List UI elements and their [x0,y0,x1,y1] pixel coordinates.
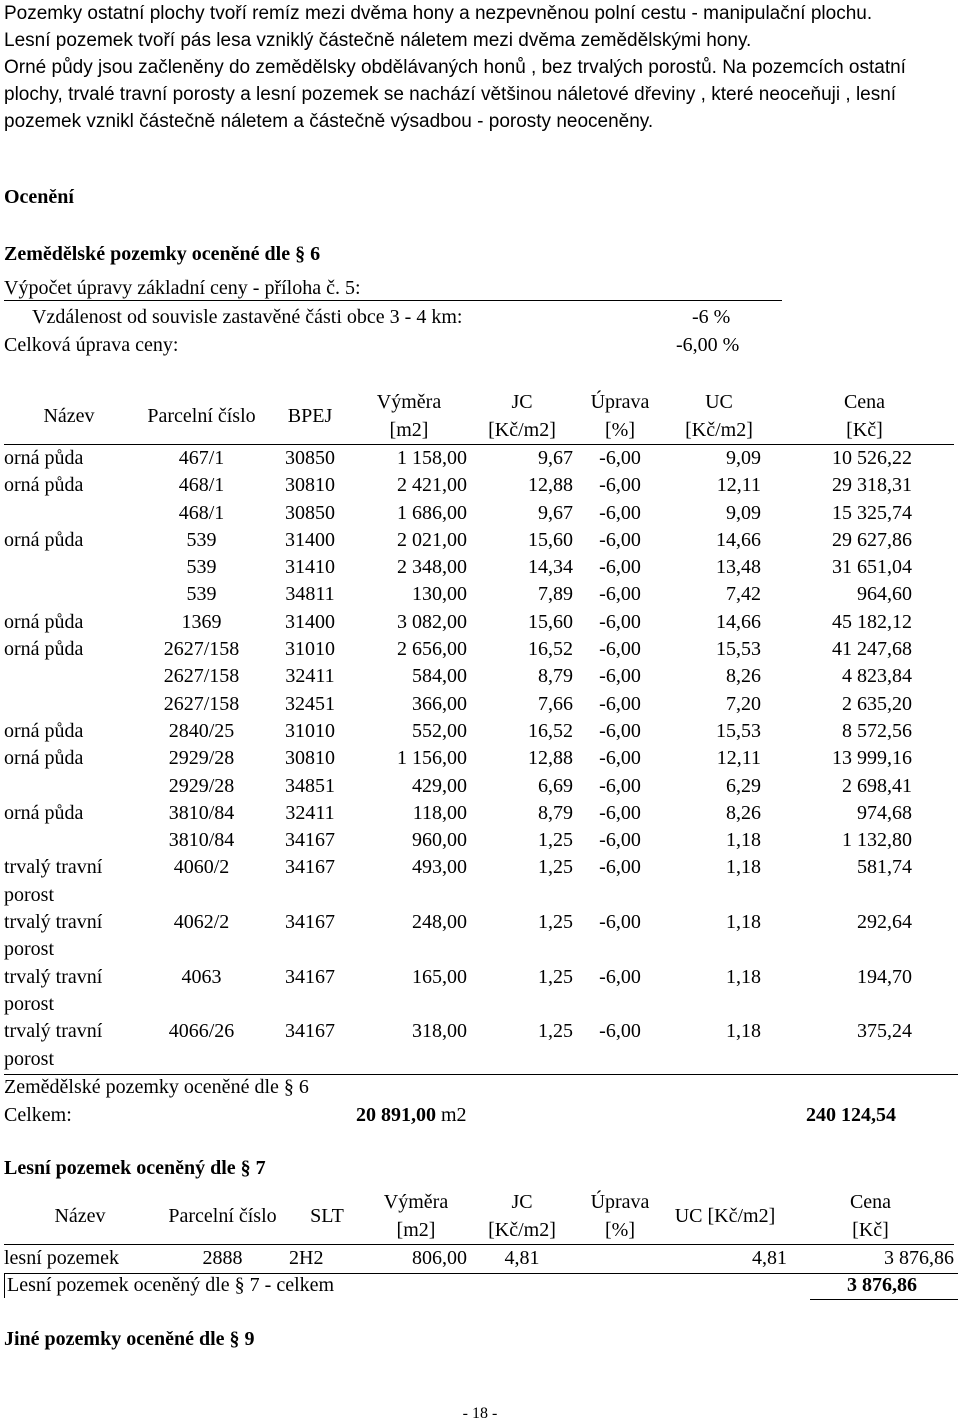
cell-uprava: -6,00 [599,911,641,934]
table-row [4,527,954,554]
cell-uprava: -6,00 [599,447,641,469]
table-row [4,554,954,581]
cell-uc: 15,53 [716,638,761,661]
header-nazev: Název [43,405,95,427]
cell-cena: 45 182,12 [832,610,912,633]
cell-bpej: 31410 [285,556,335,579]
cell-parcelni: 539 [186,583,217,606]
vzdalenost-value: -6 % [692,306,731,328]
table-row [4,909,954,964]
cell-uc: 7,20 [726,692,761,715]
cell-bpej: 30810 [285,474,335,497]
divider [810,1299,958,1300]
cell-uc: 12,11 [716,474,761,497]
table-row [4,636,954,663]
cell-jc: 6,69 [538,774,573,797]
celkem-area: 20 891,00 m2 [356,1104,467,1126]
cell-bpej: 34851 [285,774,335,797]
cell-uprava: -6,00 [599,774,641,797]
zem-summary-label: Zemědělské pozemky oceněné dle § 6 [4,1076,309,1098]
celkova-label: Celková úprava ceny: [4,334,179,356]
cell-cena: 292,64 [857,911,912,934]
cell-uc: 1,18 [726,856,761,879]
cell-jc: 9,67 [538,501,573,524]
cell-cena: 2 635,20 [842,692,912,715]
cell-cena: 31 651,04 [832,556,912,579]
table-row [4,773,954,800]
cell-uprava: -6,00 [599,474,641,497]
table-header-row [4,1188,954,1245]
cell-parcelni: 2888 [202,1247,243,1269]
cell-slt: 2H2 [289,1247,324,1269]
cell-uprava: -6,00 [599,1020,641,1043]
section-title-zemedelske: Zemědělské pozemky oceněné dle § 6 [4,243,321,265]
table-row [4,472,954,499]
vypocet-label: Výpočet úpravy základní ceny - příloha č. 5: [4,277,361,299]
cell-cena: 974,68 [857,801,912,824]
table-row [4,581,954,608]
cell-parcelni: 2627/158 [163,638,240,661]
lesni-table [4,1188,954,1272]
cell-jc: 12,88 [528,747,573,770]
cell-uc: 1,18 [726,911,761,934]
cell-vymera: 493,00 [412,856,467,879]
cell-nazev: trvalý travní porost [4,856,103,906]
cell-bpej: 32411 [285,801,335,824]
cell-nazev: orná půda [4,474,84,497]
header-bpej: BPEJ [287,405,333,427]
cell-bpej: 34167 [285,911,335,934]
cell-parcelni: 468/1 [178,474,225,497]
cell-parcelni: 468/1 [178,501,225,524]
table-row [4,745,954,772]
cell-uprava: -6,00 [599,528,641,551]
cell-jc: 1,25 [538,911,573,934]
cell-uc: 15,53 [716,719,761,742]
header-jc: JC [Kč/m2] [488,391,556,441]
cell-vymera: 130,00 [412,583,467,606]
table-row [4,827,954,854]
cell-vymera: 806,00 [412,1247,467,1269]
cell-nazev: orná půda [4,719,84,742]
cell-uc: 13,48 [716,556,761,579]
cell-uprava: -6,00 [599,665,641,688]
cell-uc: 7,42 [726,583,761,606]
cell-bpej: 34167 [285,965,335,988]
cell-uc: 14,66 [716,610,761,633]
cell-cena: 29 318,31 [832,474,912,497]
cell-parcelni: 539 [186,528,217,551]
cell-parcelni: 2929/28 [168,747,235,770]
cell-vymera: 366,00 [412,692,467,715]
cell-uprava: -6,00 [599,829,641,852]
cell-cena: 964,60 [857,583,912,606]
cell-parcelni: 3810/84 [168,801,235,824]
cell-nazev [4,554,134,581]
cell-uprava: -6,00 [599,719,641,742]
cell-cena: 41 247,68 [832,638,912,661]
header-cena: Cena [Kč] [843,391,886,441]
intro-paragraph: Lesní pozemek tvoří pás lesa vzniklý částečně náletem mezi dvěma zemědělskými hony. [4,30,752,51]
cell-uc: 1,18 [726,829,761,852]
cell-jc: 15,60 [528,528,573,551]
cell-jc: 9,67 [538,447,573,469]
header-parcelni: Parcelní číslo [147,405,256,427]
intro-text [4,0,952,135]
cell-uc: 12,11 [716,747,761,770]
table-row [4,663,954,690]
cell-cena: 581,74 [857,856,912,879]
header-cena: Cena [Kč] [849,1191,892,1241]
cell-parcelni: 2929/28 [168,774,235,797]
divider [4,1274,5,1298]
table-row [4,1018,954,1073]
cell-uc: 1,18 [726,965,761,988]
celkem-label: Celkem: [4,1104,72,1126]
vzdalenost-label: Vzdálenost od souvisle zastavěné části obce 3 - 4 km: [32,306,463,328]
cell-nazev [4,691,134,718]
cell-uprava: -6,00 [599,556,641,579]
cell-uc: 9,09 [726,447,761,469]
cell-uprava: -6,00 [599,638,641,661]
divider [4,300,782,301]
zemedelske-table [4,388,954,1073]
header-nazev: Název [54,1205,106,1227]
cell-uc: 1,18 [726,1020,761,1043]
cell-vymera: 429,00 [412,774,467,797]
cell-nazev: trvalý travní porost [4,965,103,1015]
cell-vymera: 3 082,00 [397,610,467,633]
cell-cena: 13 999,16 [832,747,912,770]
cell-bpej: 31010 [285,719,335,742]
celkova-value: -6,00 % [676,334,740,356]
cell-parcelni: 4063 [181,965,222,988]
cell-vymera: 1 156,00 [397,747,467,770]
cell-uc: 14,66 [716,528,761,551]
cell-bpej: 31010 [285,638,335,661]
cell-uprava: -6,00 [599,610,641,633]
cell-vymera: 552,00 [412,719,467,742]
cell-jc: 8,79 [538,801,573,824]
cell-uc: 4,81 [752,1247,787,1269]
cell-uprava: -6,00 [599,583,641,606]
cell-jc: 7,89 [538,583,573,606]
header-jc: JC [Kč/m2] [488,1191,556,1241]
cell-bpej: 30850 [285,501,335,524]
cell-nazev: lesní pozemek [4,1247,119,1269]
cell-jc: 8,79 [538,665,573,688]
header-slt: SLT [310,1205,344,1227]
cell-nazev: trvalý travní porost [4,911,103,961]
cell-jc: 1,25 [538,829,573,852]
cell-vymera: 318,00 [412,1020,467,1043]
cell-jc: 16,52 [528,638,573,661]
celkem-cena: 240 124,54 [806,1104,896,1126]
cell-parcelni: 467/1 [178,447,225,469]
cell-uprava: -6,00 [599,692,641,715]
cell-uprava [577,1245,663,1273]
cell-cena: 10 526,22 [832,447,912,469]
cell-parcelni: 2627/158 [163,665,240,688]
cell-nazev: orná půda [4,747,84,770]
cell-parcelni: 4066/26 [168,1020,235,1043]
cell-nazev: orná půda [4,528,84,551]
cell-jc: 4,81 [504,1247,540,1269]
cell-cena: 4 823,84 [842,665,912,688]
cell-bpej: 34167 [285,856,335,879]
cell-bpej: 31400 [285,610,335,633]
cell-vymera: 2 421,00 [397,474,467,497]
cell-nazev [4,827,134,854]
header-vymera: Výměra [m2] [376,391,442,441]
header-uc: UC [Kč/m2] [685,391,753,441]
cell-bpej: 30810 [285,747,335,770]
section-title-oceneni: Ocenění [4,186,74,208]
table-row [4,800,954,827]
section-title-jine: Jiné pozemky oceněné dle § 9 [4,1328,255,1350]
divider [4,1074,958,1075]
cell-jc: 16,52 [528,719,573,742]
cell-parcelni: 3810/84 [168,829,235,852]
cell-vymera: 118,00 [412,801,467,824]
table-row [4,445,954,473]
cell-vymera: 2 348,00 [397,556,467,579]
cell-vymera: 2 656,00 [397,638,467,661]
cell-uc: 9,09 [726,501,761,524]
cell-jc: 1,25 [538,856,573,879]
intro-paragraph: Orné půdy jsou začleněny do zemědělsky obdělávaných honů , bez trvalých porostů. Na pozemcích ostatní plochy, trvalé travní porosty a lesní pozemek se nachází většinou náletové dřeviny , které neoceňuji , lesní pozemek vznikl částečně náletem a částečně výsadbou - porosty neoceněny. [4,57,906,132]
cell-jc: 7,66 [538,692,573,715]
cell-bpej: 34167 [285,1020,335,1043]
header-uprava: Úprava [%] [590,1191,650,1241]
section-title-lesni: Lesní pozemek oceněný dle § 7 [4,1157,266,1179]
cell-uprava: -6,00 [599,501,641,524]
cell-jc: 1,25 [538,965,573,988]
cell-parcelni: 539 [186,556,217,579]
cell-jc: 15,60 [528,610,573,633]
cell-cena: 194,70 [857,965,912,988]
cell-nazev [4,773,134,800]
cell-vymera: 2 021,00 [397,528,467,551]
cell-nazev: trvalý travní porost [4,1020,103,1070]
cell-jc: 14,34 [528,556,573,579]
cell-bpej: 34167 [285,829,335,852]
cell-nazev: orná půda [4,638,84,661]
header-uprava: Úprava [%] [590,391,650,441]
cell-nazev: orná půda [4,801,84,824]
cell-uc: 8,26 [726,801,761,824]
cell-cena: 8 572,56 [842,719,912,742]
cell-bpej: 34811 [285,583,335,606]
cell-parcelni: 4062/2 [173,911,230,934]
cell-parcelni: 1369 [181,610,222,633]
table-row [4,500,954,527]
table-row [4,691,954,718]
cell-vymera: 1 158,00 [397,447,467,469]
cell-parcelni: 4060/2 [173,856,230,879]
cell-bpej: 32451 [285,692,335,715]
cell-nazev [4,500,134,527]
cell-uprava: -6,00 [599,965,641,988]
table-header-row [4,388,954,445]
cell-nazev: orná půda [4,447,84,469]
cell-vymera: 584,00 [412,665,467,688]
cell-vymera: 960,00 [412,829,467,852]
intro-paragraph: Pozemky ostatní plochy tvoří remíz mezi dvěma hony a nezpevněnou polní cestu - manipulační plochu. [4,3,873,24]
cell-parcelni: 2627/158 [163,692,240,715]
cell-uprava: -6,00 [599,856,641,879]
table-row [4,609,954,636]
cell-jc: 12,88 [528,474,573,497]
cell-nazev [4,663,134,690]
cell-uc: 8,26 [726,665,761,688]
cell-cena: 3 876,86 [884,1247,954,1269]
cell-cena: 29 627,86 [832,528,912,551]
page-number: - 18 - [462,1405,498,1422]
cell-cena: 15 325,74 [832,501,912,524]
table-row [4,718,954,745]
les-total-label: Lesní pozemek oceněný dle § 7 - celkem [7,1274,335,1296]
cell-cena: 2 698,41 [842,774,912,797]
cell-cena: 1 132,80 [842,829,912,852]
cell-bpej: 32411 [285,665,335,688]
cell-vymera: 1 686,00 [397,501,467,524]
table-row [4,1245,954,1273]
cell-bpej: 30850 [285,447,335,469]
les-total-value: 3 876,86 [847,1274,917,1296]
table-row [4,854,954,909]
table-row [4,964,954,1019]
cell-parcelni: 2840/25 [168,719,235,742]
cell-cena: 375,24 [857,1020,912,1043]
cell-uc: 6,29 [726,774,761,797]
cell-nazev: orná půda [4,610,84,633]
cell-vymera: 248,00 [412,911,467,934]
header-vymera: Výměra [m2] [383,1191,449,1241]
cell-jc: 1,25 [538,1020,573,1043]
header-uc: UC [Kč/m2] [674,1205,776,1227]
header-parcelni: Parcelní číslo [168,1205,277,1227]
cell-vymera: 165,00 [412,965,467,988]
cell-bpej: 31400 [285,528,335,551]
cell-uprava: -6,00 [599,747,641,770]
cell-uprava: -6,00 [599,801,641,824]
cell-nazev [4,581,134,608]
